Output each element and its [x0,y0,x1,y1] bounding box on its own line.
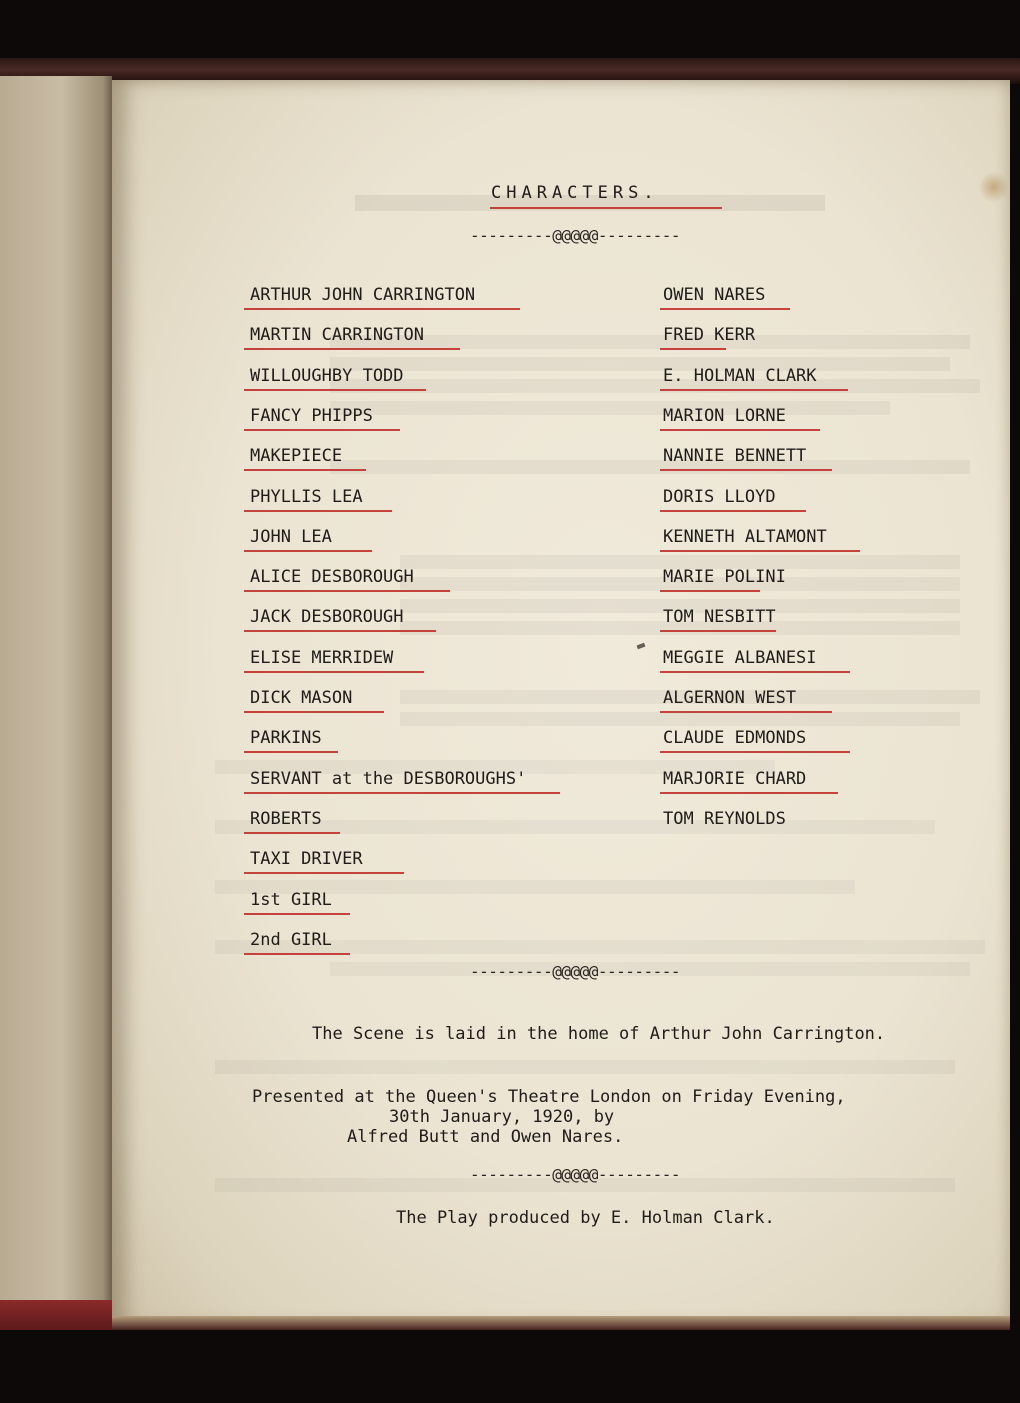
role-underline [244,913,350,915]
actor-underline [660,510,806,512]
character-role: ALICE DESBOROUGH [250,567,414,587]
role-underline [244,389,426,391]
actor-name: MARION LORNE [663,406,786,426]
character-role: PHYLLIS LEA [250,487,363,507]
actor-underline [660,751,850,753]
character-role: ROBERTS [250,809,322,829]
actor-underline [660,469,832,471]
role-underline [244,671,424,673]
show-through-texture [215,1060,955,1074]
presented-line-2: 30th January, 1920, by [389,1107,615,1127]
actor-underline [660,792,838,794]
paper-stain [980,170,1008,204]
show-through-texture [330,379,980,393]
page-bottom-edge [112,1316,1010,1330]
actor-name: DORIS LLOYD [663,487,776,507]
separator-bottom: ---------@@@@@--------- [470,1165,681,1184]
character-role: FANCY PHIPPS [250,406,373,426]
show-through-texture [330,357,950,371]
show-through-texture [330,460,970,474]
actor-underline [660,711,832,713]
separator-top: ---------@@@@@--------- [470,226,681,245]
separator-mid: ---------@@@@@--------- [470,962,681,981]
actor-underline [660,429,820,431]
role-underline [244,751,338,753]
character-role: 2nd GIRL [250,930,332,950]
role-underline [244,630,436,632]
actor-underline [660,671,850,673]
character-role: ARTHUR JOHN CARRINGTON [250,285,476,305]
role-underline [244,792,560,794]
character-role: MARTIN CARRINGTON [250,325,424,345]
role-underline [244,590,450,592]
actor-underline [660,550,860,552]
role-underline [244,469,366,471]
character-role: SERVANT at the DESBOROUGHS' [250,769,527,789]
show-through-texture [400,712,960,726]
actor-name: CLAUDE EDMONDS [663,728,807,748]
actor-name: KENNETH ALTAMONT [663,527,827,547]
role-underline [244,872,404,874]
left-page-edge [0,76,112,1326]
book-binding-edge [0,1300,120,1330]
character-role: PARKINS [250,728,322,748]
role-underline [244,832,340,834]
presented-line-3: Alfred Butt and Owen Nares. [347,1127,624,1147]
actor-underline [660,630,776,632]
produced-by: The Play produced by E. Holman Clark. [396,1208,775,1228]
show-through-texture [330,335,970,349]
actor-name: TOM NESBITT [663,607,776,627]
actor-name: MEGGIE ALBANESI [663,648,817,668]
character-role: ELISE MERRIDEW [250,648,394,668]
presented-line-1: Presented at the Queen's Theatre London on Friday Evening, [252,1087,846,1107]
actor-name: E. HOLMAN CLARK [663,366,817,386]
character-role: JACK DESBOROUGH [250,607,404,627]
page-title: CHARACTERS. [491,183,659,203]
actor-name: FRED KERR [663,325,756,345]
character-role: TAXI DRIVER [250,849,363,869]
actor-underline [660,348,726,350]
actor-name: MARIE POLINI [663,567,786,587]
role-underline [244,429,400,431]
actor-underline [660,590,760,592]
title-underline [490,207,722,209]
actor-underline [660,308,790,310]
character-role: MAKEPIECE [250,446,343,466]
actor-name: MARJORIE CHARD [663,769,807,789]
character-role: WILLOUGHBY TODD [250,366,404,386]
character-role: DICK MASON [250,688,353,708]
character-role: 1st GIRL [250,890,332,910]
actor-name: NANNIE BENNETT [663,446,807,466]
role-underline [244,348,460,350]
character-role: JOHN LEA [250,527,332,547]
role-underline [244,550,372,552]
actor-name: OWEN NARES [663,285,766,305]
role-underline [244,308,520,310]
show-through-texture [330,401,890,415]
actor-name: TOM REYNOLDS [663,809,786,829]
role-underline [244,953,350,955]
actor-name: ALGERNON WEST [663,688,797,708]
role-underline [244,510,392,512]
role-underline [244,711,384,713]
scene-note: The Scene is laid in the home of Arthur John Carrington. [312,1024,886,1044]
actor-underline [660,389,848,391]
